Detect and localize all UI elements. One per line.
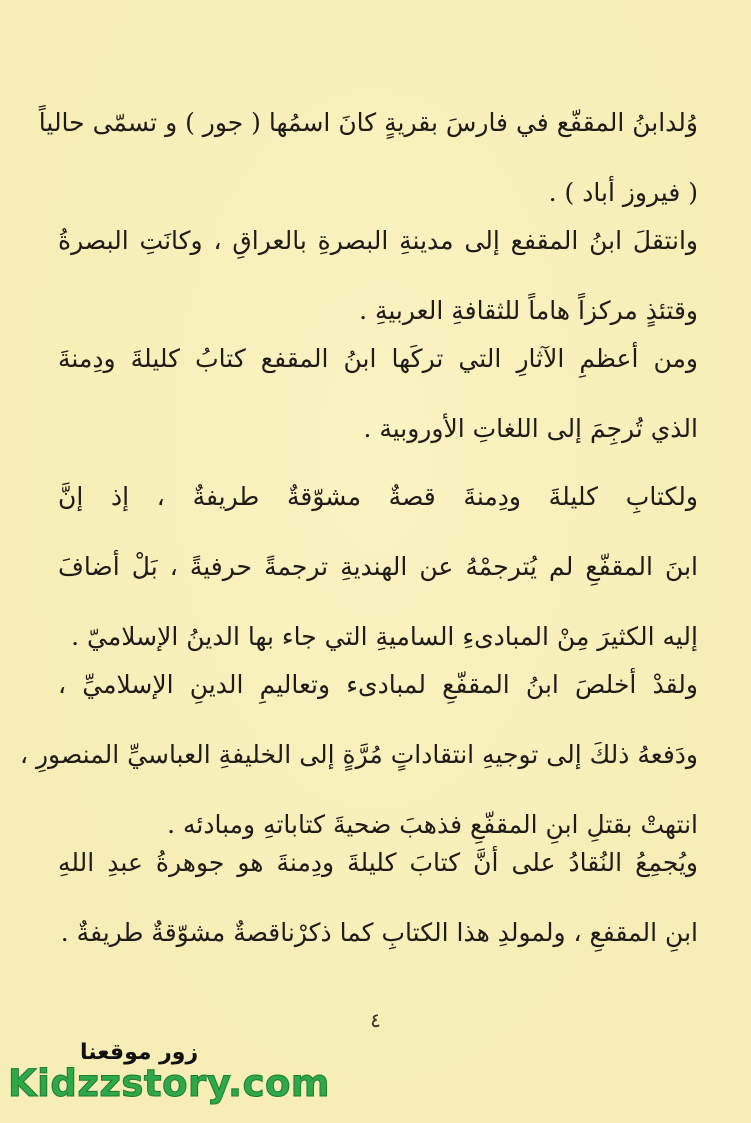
text-line: ومن أعظمِ الآثارِ التي تركَها ابنُ المقفع كتابُ كليلةَ ودِمنةَ — [58, 344, 698, 373]
text-line: ( فيروز أباد ) . — [548, 178, 698, 207]
text-line: ابنَ المقفّعِ لم يُترجمْهُ عن الهنديةِ ترجمةً حرفيةً ، بَلْ أضافَ — [58, 552, 698, 581]
text-line: وانتقلَ ابنُ المقفع إلى مدينةِ البصرةِ بالعراقِ ، وكانَتِ البصرةُ — [58, 226, 698, 255]
paragraph-6 — [58, 828, 698, 968]
watermark-arabic-text: زور موقعنا — [80, 1040, 199, 1065]
text-line: ابنِ المقفعِ ، ولمولدِ هذا الكتابِ كما ذكرْناقصةٌ مشوّقةٌ طريفةٌ . — [60, 918, 698, 947]
paragraph-3 — [58, 324, 698, 464]
watermark-site-name: Kidzzstory.com — [8, 1062, 330, 1105]
text-line: الذي تُرجِمَ إلى اللغاتِ الأوروبية . — [363, 414, 698, 443]
text-line: ودَفعهُ ذلكَ إلى توجيهِ انتقاداتٍ مُرَّةٍ إلى الخليفةِ العباسيِّ المنصورِ ، — [19, 740, 698, 769]
text-line: وُلدابنُ المقفّع في فارسَ بقريةٍ كانَ اسمُها ( جور ) و تسمّى حالياً — [38, 108, 698, 137]
watermark-logo[interactable] — [8, 1040, 330, 1120]
text-line: ويُجمِعُ النُقادُ على أنَّ كتابَ كليلةَ ودِمنةَ هو جوهرةُ عبدِ اللهِ — [58, 848, 698, 877]
text-line: انتهتْ بقتلِ ابنِ المقفّعِ فذهبَ ضحيةَ كتاباتهِ ومبادئه . — [167, 810, 698, 839]
page-number: ٤ — [370, 1008, 381, 1032]
text-line: إليه الكثيرَ مِنْ المبادىءِ الساميةِ التي جاء بها الدينُ الإسلاميّ . — [71, 622, 698, 651]
text-line: ولكتابِ كليلةَ ودِمنةَ قصةٌ مشوّقةٌ طريفةٌ ، إذ إنَّ — [58, 482, 698, 511]
paragraph-4 — [58, 462, 698, 672]
text-line: ولقدْ أخلصَ ابنُ المقفّعِ لمبادىء وتعاليمِ الدينِ الإسلاميِّ ، — [58, 670, 698, 699]
text-line: وقتئذٍ مركزاً هاماً للثقافةِ العربيةِ . — [359, 296, 698, 325]
